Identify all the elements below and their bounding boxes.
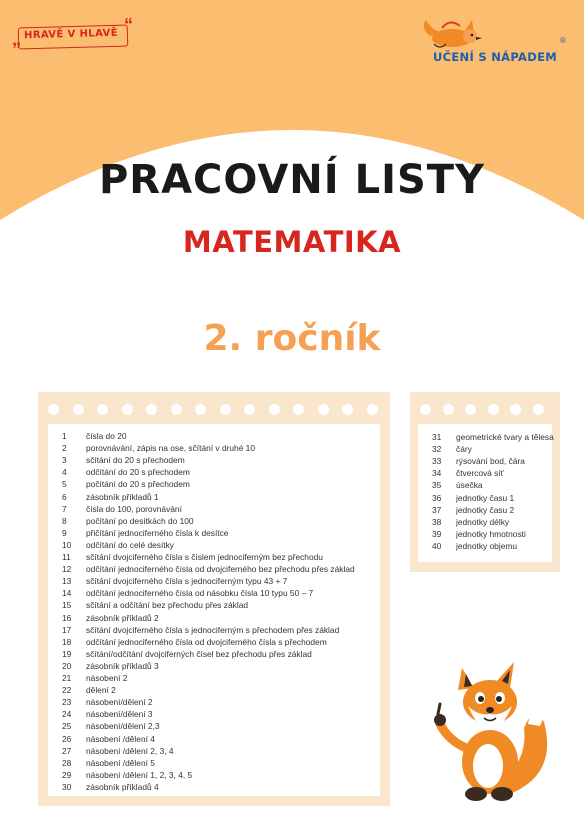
binder-hole-dot — [73, 404, 84, 415]
binder-hole-dot — [269, 404, 280, 415]
topic-title: násobení/dělení 3 — [86, 709, 153, 720]
binder-hole-dot — [146, 404, 157, 415]
binder-hole-dot — [244, 404, 255, 415]
quote-close-icon: “ — [124, 15, 133, 35]
topic-title: porovnávání, zápis na ose, sčítání v druhé 10 — [86, 443, 256, 454]
topic-number: 37 — [432, 504, 442, 515]
topic-number: 22 — [62, 685, 72, 696]
topic-number: 38 — [432, 516, 442, 527]
topic-number: 15 — [62, 600, 72, 611]
topic-number: 32 — [432, 444, 442, 455]
topic-number: 30 — [62, 781, 72, 792]
binder-hole-dot — [420, 404, 431, 415]
topic-number: 3 — [62, 455, 67, 466]
topic-title: počítání do 20 s přechodem — [86, 479, 190, 490]
topic-title: násobení /dělení 2, 3, 4 — [86, 745, 174, 756]
topic-title: rýsování bod, čára — [456, 456, 525, 467]
topic-title: násobení /dělení 1, 2, 3, 4, 5 — [86, 769, 193, 780]
topic-number: 26 — [62, 733, 72, 744]
binder-hole-dot — [97, 404, 108, 415]
topic-title: geometrické tvary a tělesa — [456, 432, 554, 442]
grade-title: 2. ročník — [203, 318, 381, 359]
topic-number: 19 — [62, 648, 72, 659]
topic-title: čísla do 20 — [86, 431, 127, 441]
binder-hole-dot — [488, 404, 499, 415]
topic-title: sčítání/odčítání dvojciferných čísel bez přechodu přes základ — [86, 648, 312, 659]
uceni-s-napadem-logo — [410, 16, 570, 70]
topic-title: zásobník příkladů 1 — [86, 491, 159, 502]
topics-card-right — [410, 392, 560, 572]
topic-number: 28 — [62, 757, 72, 768]
topic-number: 31 — [432, 432, 442, 442]
binder-hole-dot — [220, 404, 231, 415]
topics-list-right — [418, 424, 552, 562]
topic-number: 40 — [432, 540, 442, 551]
logo-text: UČENÍ S NÁPADEM — [433, 50, 557, 64]
binder-hole-dot — [293, 404, 304, 415]
logo-fox-icon — [416, 14, 486, 54]
topic-title: odčítání jednociferného čísla od dvojciferného čísla s přechodem — [86, 636, 327, 647]
binder-hole-dot — [443, 404, 454, 415]
topic-title: násobení /dělení 5 — [86, 757, 155, 768]
topic-title: úsečka — [456, 480, 483, 491]
topic-number: 29 — [62, 769, 72, 780]
topics-list-left — [48, 424, 380, 796]
topic-title: jednotky délky — [456, 516, 510, 527]
binder-hole-dot — [465, 404, 476, 415]
topic-number: 16 — [62, 612, 72, 623]
topic-title: zásobník příkladů 4 — [86, 781, 159, 792]
topic-title: odčítání do celé desítky — [86, 539, 174, 550]
binder-hole-dot — [367, 404, 378, 415]
topic-number: 6 — [62, 491, 67, 502]
topic-number: 36 — [432, 492, 442, 503]
topic-title: zásobník příkladů 3 — [86, 660, 159, 671]
topic-title: násobení/dělení 2,3 — [86, 721, 160, 732]
topic-number: 21 — [62, 673, 72, 683]
topic-title: počítání po desítkách do 100 — [86, 515, 194, 526]
topic-number: 12 — [62, 564, 72, 575]
binder-hole-dot — [171, 404, 182, 415]
registered-mark: ® — [560, 36, 566, 45]
topic-number: 20 — [62, 660, 72, 671]
topic-title: zásobník příkladů 2 — [86, 612, 159, 623]
topic-title: odčítání do 20 s přechodem — [86, 467, 190, 478]
topic-title: přičítání jednociferného čísla k desítce — [86, 527, 229, 538]
topic-number: 11 — [62, 552, 71, 562]
topic-number: 5 — [62, 479, 67, 490]
topic-number: 14 — [62, 588, 72, 599]
topic-title: jednotky času 2 — [456, 504, 515, 515]
quote-open-icon: „ — [12, 29, 21, 49]
topic-number: 18 — [62, 636, 72, 647]
topic-title: čísla do 100, porovnávání — [86, 503, 182, 514]
binder-hole-dot — [122, 404, 133, 415]
topic-title: čtvercová síť — [456, 468, 504, 479]
topic-number: 33 — [432, 456, 442, 467]
subject-title: MATEMATIKA — [182, 225, 402, 259]
topic-title: odčítání jednociferného čísla od násobku čísla 10 typu 50 – 7 — [86, 588, 314, 599]
topic-number: 25 — [62, 721, 72, 732]
topic-title: sčítání a odčítání bez přechodu přes základ — [86, 600, 249, 611]
topic-number: 23 — [62, 697, 72, 708]
binder-hole-dot — [533, 404, 544, 415]
hrave-v-hlave-badge — [12, 15, 134, 50]
topic-number: 8 — [62, 515, 67, 526]
topic-number: 13 — [62, 576, 72, 587]
topic-number: 24 — [62, 709, 72, 720]
binder-hole-dot — [48, 404, 59, 415]
fox-illustration — [418, 644, 558, 804]
topic-title: dělení 2 — [86, 685, 116, 696]
topic-title: odčítání jednociferného čísla od dvojciferného bez přechodu přes základ — [86, 564, 355, 575]
topic-number: 4 — [62, 467, 67, 478]
topic-title: násobení 2 — [86, 673, 128, 683]
topic-title: jednotky času 1 — [456, 492, 515, 503]
topic-number: 2 — [62, 443, 67, 454]
topic-number: 7 — [62, 503, 67, 514]
topic-title: jednotky objemu — [456, 540, 517, 551]
topic-number: 39 — [432, 528, 442, 539]
binder-hole-dot — [510, 404, 521, 415]
binder-hole-dot — [342, 404, 353, 415]
badge-text: HRAVĚ V HLAVĚ — [23, 27, 119, 42]
topic-number: 35 — [432, 480, 442, 491]
topic-number: 9 — [62, 527, 67, 538]
topic-title: násobení/dělení 2 — [86, 697, 153, 708]
page-title: PRACOVNÍ LISTY — [98, 157, 486, 203]
topic-title: sčítání dvojciferného čísla s jednociferným s přechodem přes základ — [86, 624, 340, 635]
binder-hole-dot — [195, 404, 206, 415]
topic-title: jednotky hmotnosti — [456, 528, 526, 539]
topic-title: násobení /dělení 4 — [86, 733, 155, 744]
topics-card-left — [38, 392, 390, 806]
topic-title: sčítání dvojciferného čísla s číslem jednociferným bez přechodu — [86, 552, 323, 562]
topic-title: sčítání dvojciferného čísla s jednociferným typu 43 + 7 — [86, 576, 288, 587]
binder-hole-dot — [318, 404, 329, 415]
topic-title: čáry — [456, 444, 472, 455]
topic-number: 17 — [62, 624, 72, 635]
topic-title: sčítání do 20 s přechodem — [86, 455, 185, 466]
topic-number: 1 — [62, 431, 67, 441]
topic-number: 34 — [432, 468, 442, 479]
topic-number: 10 — [62, 539, 72, 550]
topic-number: 27 — [62, 745, 72, 756]
